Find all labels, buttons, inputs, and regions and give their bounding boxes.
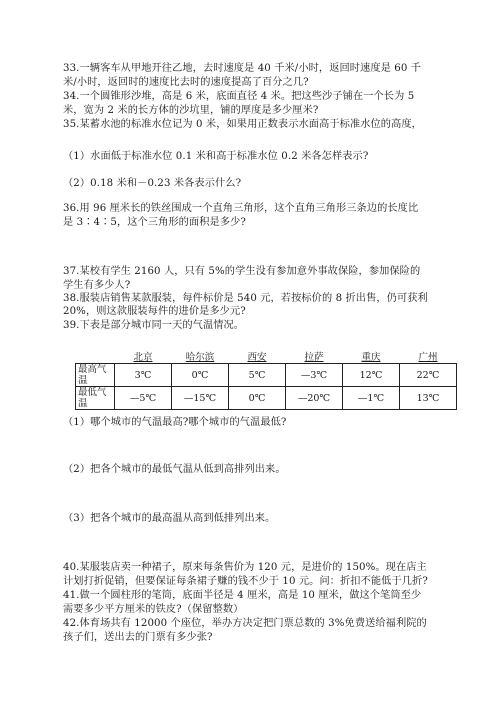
table-cell: —20℃	[286, 387, 343, 410]
table-row	[76, 387, 457, 410]
q37-line-2: 学生有多少人?	[63, 280, 131, 291]
q42-line-2: 孩子们，送出去的门票有多少张?	[63, 632, 213, 643]
weather-table	[75, 352, 457, 410]
q33-line-1: 33.一辆客车从甲地开往乙地，去时速度是 40 千米/小时，返回时速度是 60 千	[63, 63, 422, 74]
table-cell: 0℃	[172, 364, 229, 387]
table-cell: 13℃	[400, 387, 457, 410]
table-cell: 22℃	[400, 364, 457, 387]
table-cell: —15℃	[172, 387, 229, 410]
q37-line-1: 37.某校有学生 2160 人，只有 5%的学生没有参加意外事故保险，参加保险的	[63, 266, 421, 277]
city-header: 重庆	[343, 352, 400, 364]
q41-line-1: 41.做一个圆柱形的笔筒，底面半径是 4 厘米，高是 10 厘米，做这个笔筒至少	[63, 590, 422, 601]
table-cell: 5℃	[229, 364, 286, 387]
q42-line-1: 42.体育场共有 12000 个座位，举办方决定把门票总数的 3%免费送给福利院的	[63, 618, 427, 629]
q39-part-1: （1）哪个城市的气温最高?哪个城市的气温最低?	[63, 417, 287, 428]
q40-line-1: 40.某服装店卖一种裙子，原来每条售价为 120 元，是进价的 150%。现在店主	[63, 562, 427, 573]
q36-line-1: 36.用 96 厘米长的铁丝围成一个直角三角形，这个直角三角形三条边的长度比	[63, 203, 419, 214]
q38-line-2: 20%，则这款服装每件的进价是多少元?	[63, 306, 246, 317]
city-header: 广州	[400, 352, 457, 364]
row-label: 最高气温	[76, 364, 115, 387]
table-header-row	[76, 352, 457, 364]
table-corner-cell	[76, 352, 115, 364]
table-cell: —3℃	[286, 364, 343, 387]
table-cell: —5℃	[115, 387, 172, 410]
table-row	[76, 364, 457, 387]
q39-part-2: （2）把各个城市的最低气温从低到高排列出来。	[63, 464, 286, 475]
q35-part-2: （2）0.18 米和－0.23 米各表示什么?	[63, 178, 242, 189]
table-cell: 0℃	[229, 387, 286, 410]
city-header: 哈尔滨	[172, 352, 229, 364]
q39-part-3: （3）把各个城市的最高温从高到低排列出来。	[63, 513, 276, 524]
city-header: 西安	[229, 352, 286, 364]
q33-line-2: 米/小时，返回时的速度比去时的速度提高了百分之几?	[63, 77, 309, 88]
q35-part-1: （1）水面低于标准水位 0.1 米和高于标准水位 0.2 米各怎样表示?	[63, 151, 369, 162]
q40-line-2: 计划打折促销，但要保证每条裙子赚的钱不少于 10 元。问：折扣不能低于几折?	[63, 576, 428, 587]
q35-line-1: 35.某蓄水池的标准水位记为 0 米，如果用正数表示水面高于标准水位的高度，	[63, 119, 422, 130]
q38-line-1: 38.服装店销售某款服装，每件标价是 540 元，若按标价的 8 折出售，仍可获利	[63, 293, 428, 304]
table-cell: —1℃	[343, 387, 400, 410]
q36-line-2: 是 3∶4∶5，这个三角形的面积是多少?	[63, 217, 246, 228]
q34-line-2: 米，宽为 2 米的长方体的沙坑里，铺的厚度是多少厘米?	[63, 105, 319, 116]
q39-line-1: 39.下表是部分城市同一天的气温情况。	[63, 320, 245, 331]
table-cell: 3℃	[115, 364, 172, 387]
q34-line-1: 34.一个圆锥形沙堆，高是 6 米，底面直径 4 米。把这些沙子铺在一个长为 5	[63, 91, 415, 102]
city-header: 拉萨	[286, 352, 343, 364]
city-header: 北京	[115, 352, 172, 364]
row-label: 最低气温	[76, 387, 115, 410]
table-cell: 12℃	[343, 364, 400, 387]
q41-line-2: 需要多少平方厘米的铁皮?（保留整数）	[63, 604, 244, 615]
